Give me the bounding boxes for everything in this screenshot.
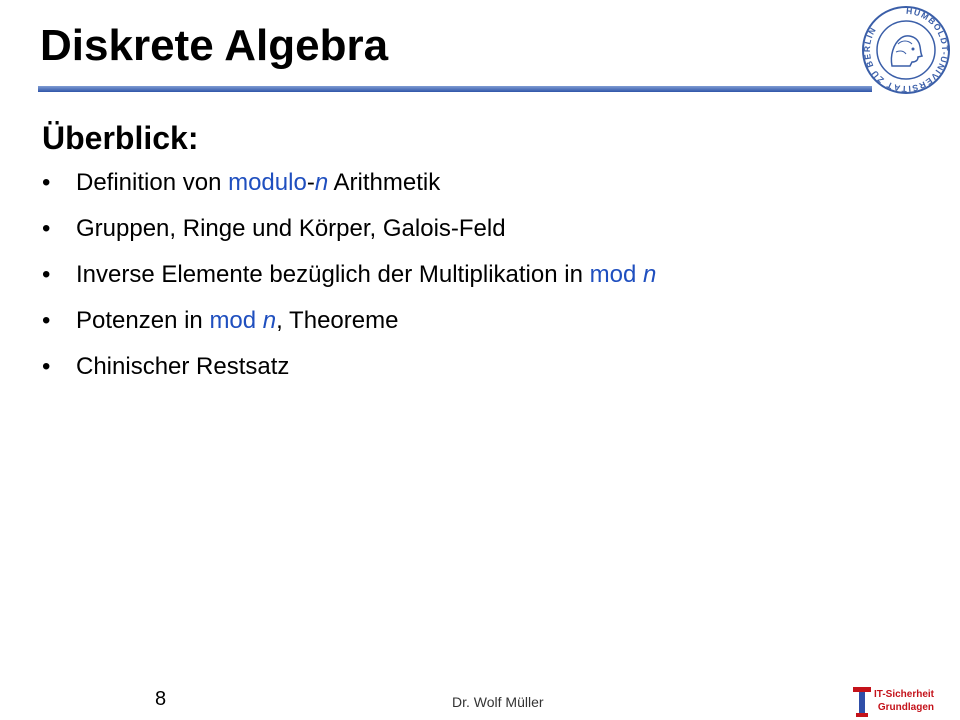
title-underline (38, 86, 872, 92)
bullet-marker: • (42, 307, 51, 334)
bullet-text: modulo (228, 169, 307, 196)
bullet-text: Potenzen in (76, 307, 210, 334)
author-name: Dr. Wolf Müller (452, 694, 544, 710)
bullet-marker: • (42, 261, 51, 288)
bullet-text: Definition von (76, 169, 229, 196)
bullet-text: n (262, 307, 277, 334)
bullet-item (42, 352, 656, 382)
section-heading: Überblick: (42, 120, 199, 156)
bullet-item (42, 214, 656, 244)
bullet-marker: • (42, 215, 51, 242)
it-key-logo-icon (852, 686, 872, 718)
bullet-text: - (306, 169, 315, 196)
bullet-marker: • (42, 169, 51, 196)
it-logo-line2: Grundlagen (877, 702, 935, 713)
bullet-text: , Theoreme (276, 307, 399, 334)
bullet-text: n (642, 261, 657, 288)
bullet-list (42, 168, 656, 398)
bullet-text: Chinischer Restsatz (76, 353, 290, 380)
bullet-item (42, 168, 656, 198)
page-number: 8 (155, 688, 167, 710)
slide-title: Diskrete Algebra (40, 21, 389, 70)
bullet-text: Inverse Elemente bezüglich der Multiplikation in (76, 261, 590, 288)
bullet-text: mod (209, 307, 263, 334)
it-logo-line1: IT-Sicherheit (874, 689, 935, 700)
seal-text: HUMBOLDT-UNIVERSITÄT ZU BERLIN (861, 5, 951, 95)
bullet-item (42, 260, 656, 290)
bullet-text: Gruppen, Ringe und Körper, Galois-Feld (76, 215, 506, 242)
bullet-item (42, 306, 656, 336)
bullet-text: n (314, 169, 329, 196)
it-logo-text (874, 688, 934, 714)
bullet-marker: • (42, 353, 51, 380)
bullet-text: Arithmetik (328, 169, 441, 196)
bullet-text: mod (589, 261, 643, 288)
university-seal-icon (860, 4, 952, 96)
